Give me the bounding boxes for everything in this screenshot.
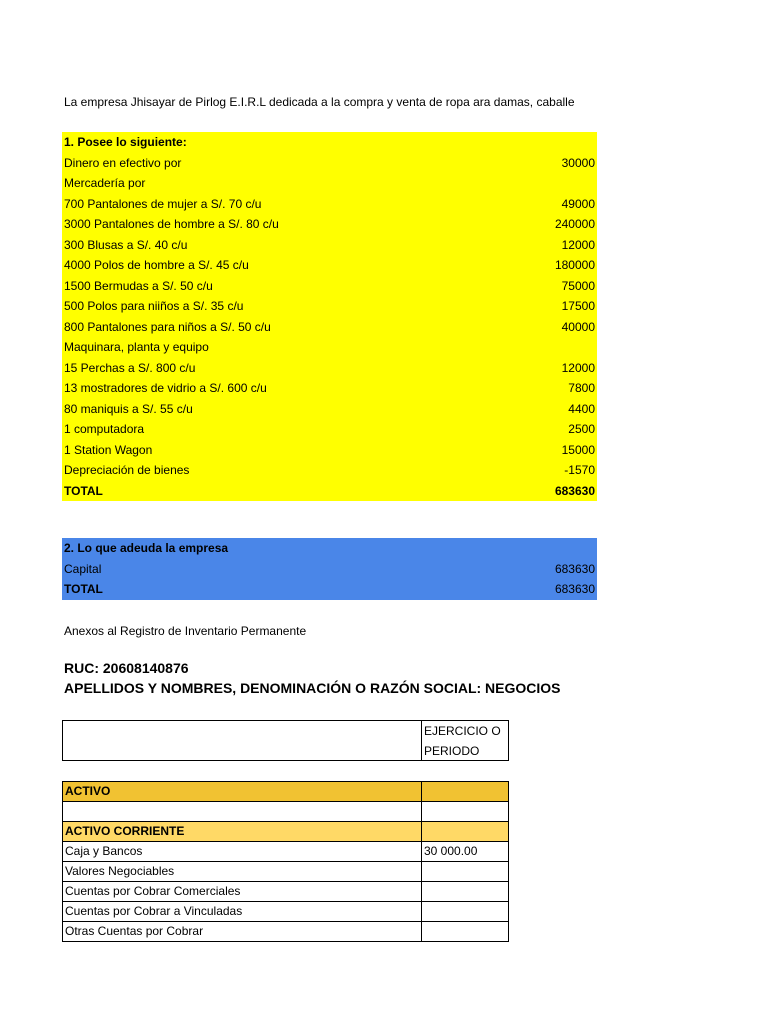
annex-title: Anexos al Registro de Inventario Permanente bbox=[64, 624, 307, 638]
period-header-cell: EJERCICIO O PERIODO bbox=[424, 724, 501, 758]
asset-row-value: 17500 bbox=[561, 299, 595, 314]
asset-row-label: 1 computadora bbox=[64, 422, 145, 437]
asset-row-label: 13 mostradores de vidrio a S/. 600 c/u bbox=[64, 381, 267, 396]
asset-row-label: Depreciación de bienes bbox=[64, 463, 190, 478]
activo-row-value bbox=[422, 862, 509, 882]
asset-row-value: 683630 bbox=[554, 483, 595, 498]
asset-row bbox=[62, 440, 597, 461]
asset-row-label: Mercadería por bbox=[64, 176, 146, 191]
activo-table-row bbox=[63, 782, 509, 802]
asset-row-label: 700 Pantalones de mujer a S/. 70 c/u bbox=[64, 196, 262, 211]
activo-row-label: ACTIVO CORRIENTE bbox=[63, 822, 422, 842]
asset-row bbox=[62, 276, 597, 297]
asset-row-value: 12000 bbox=[561, 237, 595, 252]
activo-row-value bbox=[422, 922, 509, 942]
asset-row-label: 4000 Polos de hombre a S/. 45 c/u bbox=[64, 258, 249, 273]
asset-row bbox=[62, 235, 597, 256]
activo-table-row bbox=[63, 842, 509, 862]
asset-row-label: 80 maniquis a S/. 55 c/u bbox=[64, 401, 193, 416]
liability-row-value: 683630 bbox=[554, 561, 595, 576]
activo-table-row bbox=[63, 882, 509, 902]
activo-row-value: 30 000.00 bbox=[422, 842, 509, 862]
asset-row bbox=[62, 173, 597, 194]
liability-row-label: TOTAL bbox=[64, 582, 103, 597]
assets-block bbox=[62, 132, 597, 501]
asset-row bbox=[62, 358, 597, 379]
asset-row-value: 2500 bbox=[568, 422, 595, 437]
asset-row-label: 15 Perchas a S/. 800 c/u bbox=[64, 360, 196, 375]
asset-row bbox=[62, 337, 597, 358]
asset-row-value: 15000 bbox=[561, 442, 595, 457]
activo-row-value bbox=[422, 802, 509, 822]
asset-row bbox=[62, 132, 597, 153]
asset-row bbox=[62, 296, 597, 317]
asset-row bbox=[62, 255, 597, 276]
activo-row-label: Caja y Bancos bbox=[63, 842, 422, 862]
asset-row-value: 49000 bbox=[561, 196, 595, 211]
activo-row-label: ACTIVO bbox=[63, 782, 422, 802]
asset-row bbox=[62, 214, 597, 235]
asset-row-value: 7800 bbox=[568, 381, 595, 396]
liability-row-value: 683630 bbox=[554, 582, 595, 597]
asset-row-label: 1 Station Wagon bbox=[64, 442, 153, 457]
liability-row bbox=[62, 559, 597, 580]
liability-row-label: 2. Lo que adeuda la empresa bbox=[64, 541, 229, 556]
activo-row-value bbox=[422, 882, 509, 902]
asset-row-value: -1570 bbox=[564, 463, 595, 478]
intro-text: La empresa Jhisayar de Pirlog E.I.R.L dedicada a la compra y venta de ropa ara damas, caballe bbox=[64, 95, 575, 109]
asset-row-label: 1500 Bermudas a S/. 50 c/u bbox=[64, 278, 213, 293]
asset-row-value: 12000 bbox=[561, 360, 595, 375]
activo-table-row bbox=[63, 802, 509, 822]
activo-row-label: Otras Cuentas por Cobrar bbox=[63, 922, 422, 942]
activo-row-value bbox=[422, 902, 509, 922]
liabilities-block bbox=[62, 538, 597, 600]
activo-row-label: Cuentas por Cobrar a Vinculadas bbox=[63, 902, 422, 922]
asset-row bbox=[62, 419, 597, 440]
activo-table bbox=[62, 781, 509, 942]
asset-row-value: 240000 bbox=[554, 217, 595, 232]
asset-row-label: 1. Posee lo siguiente: bbox=[64, 135, 187, 150]
asset-row-label: Maquinara, planta y equipo bbox=[64, 340, 209, 355]
asset-row-label: 300 Blusas a S/. 40 c/u bbox=[64, 237, 188, 252]
activo-row-label bbox=[63, 802, 422, 822]
ruc-heading: RUC: 20608140876 bbox=[64, 660, 189, 676]
asset-row bbox=[62, 460, 597, 481]
asset-row bbox=[62, 399, 597, 420]
period-header-blank-cell bbox=[63, 721, 422, 760]
asset-row bbox=[62, 194, 597, 215]
liability-row bbox=[62, 579, 597, 600]
period-header-table bbox=[62, 720, 509, 761]
activo-table-row bbox=[63, 922, 509, 942]
activo-table-row bbox=[63, 822, 509, 842]
asset-row-label: 3000 Pantalones de hombre a S/. 80 c/u bbox=[64, 217, 279, 232]
asset-row-value: 30000 bbox=[561, 155, 595, 170]
liability-row-label: Capital bbox=[64, 561, 102, 576]
activo-row-value bbox=[422, 822, 509, 842]
asset-row-value: 180000 bbox=[554, 258, 595, 273]
activo-row-label: Valores Negociables bbox=[63, 862, 422, 882]
asset-row bbox=[62, 153, 597, 174]
asset-row-value: 4400 bbox=[568, 401, 595, 416]
asset-row-label: Dinero en efectivo por bbox=[64, 155, 182, 170]
company-name-heading: APELLIDOS Y NOMBRES, DENOMINACIÓN O RAZÓN SOCIAL: NEGOCIOS bbox=[64, 680, 561, 696]
activo-row-value bbox=[422, 782, 509, 802]
activo-row-label: Cuentas por Cobrar Comerciales bbox=[63, 882, 422, 902]
asset-row-value: 75000 bbox=[561, 278, 595, 293]
asset-row-label: 800 Pantalones para niños a S/. 50 c/u bbox=[64, 319, 271, 334]
liability-row bbox=[62, 538, 597, 559]
asset-row-label: TOTAL bbox=[64, 483, 103, 498]
asset-row bbox=[62, 317, 597, 338]
asset-row bbox=[62, 378, 597, 399]
asset-row bbox=[62, 481, 597, 502]
activo-table-row bbox=[63, 862, 509, 882]
activo-table-row bbox=[63, 902, 509, 922]
asset-row-value: 40000 bbox=[561, 319, 595, 334]
asset-row-label: 500 Polos para niiños a S/. 35 c/u bbox=[64, 299, 244, 314]
